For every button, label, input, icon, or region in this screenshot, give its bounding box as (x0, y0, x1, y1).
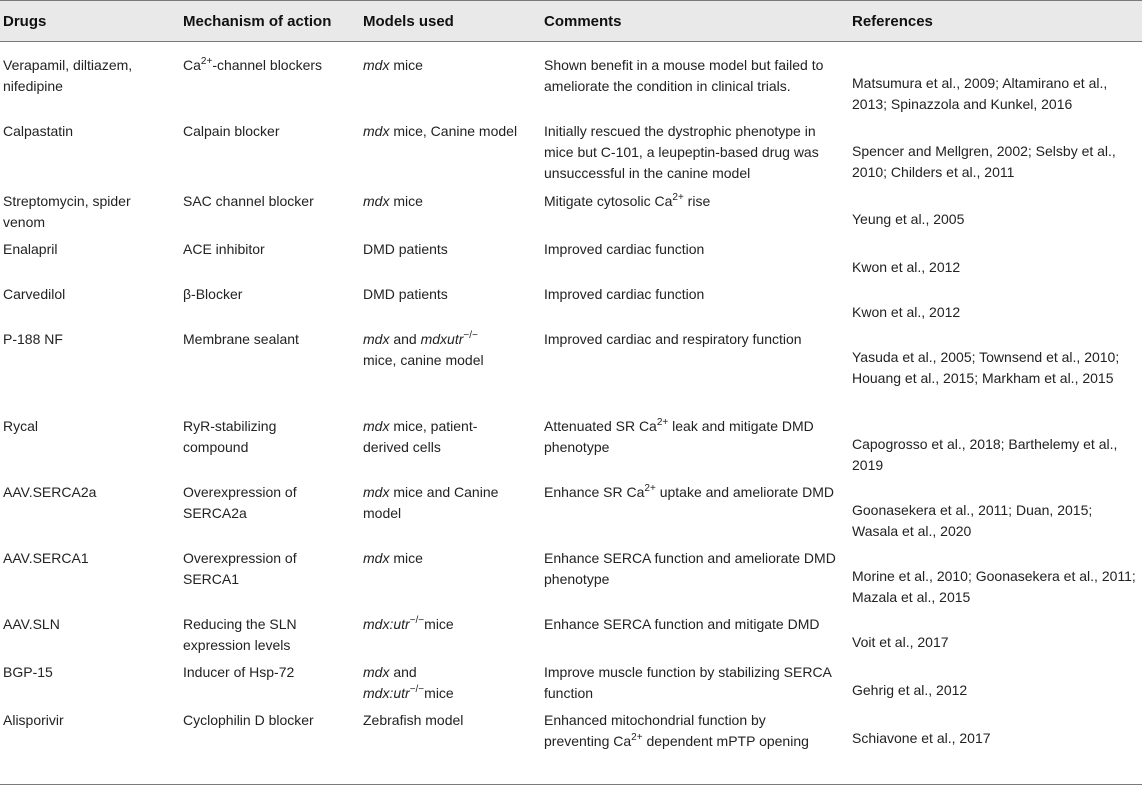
comments-cell: Attenuated SR $Ca^{2+}$ leak and mitigate DMD phenotype (544, 417, 814, 455)
models-cell: mdx and mdxutr−/− mice, canine model (363, 330, 484, 368)
drug-cell: Carvedilol (3, 286, 66, 302)
models-cell: mdx mice and Canine model (363, 484, 499, 521)
drug-cell: P-188 NF (3, 331, 63, 347)
comments-cell: Enhance SERCA function and mitigate DMD (544, 616, 820, 632)
references-cell: Capogrosso et al., 2018; Barthelemy et al., 2019 (852, 436, 1118, 473)
mechanism-cell: β-Blocker (183, 286, 243, 302)
references-cell: Morine et al., 2010; Goonasekera et al., 2011; Mazala et al., 2015 (852, 568, 1136, 605)
drug-cell: Enalapril (3, 241, 58, 257)
models-cell: mdx mice, Canine model (363, 123, 518, 139)
drug-cell: Verapamil, diltiazem, nifedipine (3, 57, 133, 94)
mechanism-cell: $Ca^{2+}$-channel blockers (183, 56, 323, 73)
references-cell: Goonasekera et al., 2011; Duan, 2015; Wasala et al., 2020 (852, 502, 1093, 539)
comments-cell: Improve muscle function by stabilizing SERCA function (544, 664, 832, 701)
header-drugs: Drugs (3, 13, 47, 30)
models-cell: mdx mice, patient-derived cells (363, 418, 478, 455)
mechanism-cell: Calpain blocker (183, 123, 280, 139)
mechanism-cell: Reducing the SLN expression levels (183, 616, 297, 653)
references-cell: Kwon et al., 2012 (852, 259, 961, 275)
mechanism-cell: Inducer of Hsp-72 (183, 664, 295, 680)
header-models: Models used (363, 13, 454, 30)
models-cell: DMD patients (363, 286, 448, 302)
mechanism-cell: Overexpression of SERCA1 (183, 550, 297, 587)
models-cell: Zebrafish model (363, 712, 464, 728)
references-cell: Matsumura et al., 2009; Altamirano et al., 2013; Spinazzola and Kunkel, 2016 (852, 75, 1108, 112)
references-cell: Kwon et al., 2012 (852, 304, 961, 320)
comments-cell: Enhance SERCA function and ameliorate DMD phenotype (544, 550, 836, 587)
references-cell: Gehrig et al., 2012 (852, 682, 968, 698)
mechanism-cell: RyR-stabilizing compound (183, 418, 277, 455)
models-cell: mdx and mdx:utr−/−mice (363, 664, 454, 701)
drug-cell: AAV.SLN (3, 616, 60, 632)
comments-cell: Improved cardiac function (544, 286, 705, 302)
references-cell: Yasuda et al., 2005; Townsend et al., 2010; Houang et al., 2015; Markham et al., 2015 (852, 349, 1120, 386)
header-mechanism: Mechanism of action (183, 13, 332, 30)
drug-cell: Streptomycin, spider venom (3, 193, 131, 230)
models-cell: mdx mice (363, 57, 423, 73)
references-cell: Schiavone et al., 2017 (852, 730, 991, 746)
comments-cell: Enhanced mitochondrial function by preventing $Ca^{2+}$ dependent mPTP opening (544, 712, 809, 749)
comments-cell: Enhance SR $Ca^{2+}$ uptake and ameliorate DMD (544, 483, 835, 500)
table-header (0, 0, 1142, 42)
references-cell: Voit et al., 2017 (852, 634, 949, 650)
references-cell: Yeung et al., 2005 (852, 211, 965, 227)
references-cell: Spencer and Mellgren, 2002; Selsby et al., 2010; Childers et al., 2011 (852, 143, 1116, 180)
drug-cell: Rycal (3, 418, 39, 434)
comments-cell: Improved cardiac and respiratory function (544, 331, 802, 347)
models-cell: mdx mice (363, 193, 423, 209)
comments-cell: Shown benefit in a mouse model but failed to ameliorate the condition in clinical trials. (544, 57, 824, 94)
comments-cell: Mitigate cytosolic $Ca^{2+}$ rise (544, 192, 711, 209)
mechanism-cell: Overexpression of SERCA2a (183, 484, 297, 521)
drug-cell: BGP-15 (3, 664, 53, 680)
header-comments: Comments (544, 13, 622, 30)
comments-cell: Initially rescued the dystrophic phenotype in mice but C-101, a leupeptin-based drug was unsuccessful in the canine model (544, 123, 819, 181)
mechanism-cell: Membrane sealant (183, 331, 299, 347)
models-cell: mdx mice (363, 550, 423, 566)
mechanism-cell: Cyclophilin D blocker (183, 712, 314, 728)
header-references: References (852, 13, 933, 30)
comments-cell: Improved cardiac function (544, 241, 705, 257)
drug-cell: Calpastatin (3, 123, 74, 139)
drug-cell: Alisporivir (3, 712, 64, 728)
models-cell: DMD patients (363, 241, 448, 257)
mechanism-cell: SAC channel blocker (183, 193, 314, 209)
drug-cell: AAV.SERCA1 (3, 550, 89, 566)
mechanism-cell: ACE inhibitor (183, 241, 265, 257)
drug-cell: AAV.SERCA2a (3, 484, 97, 500)
models-cell: mdx:utr−/−mice (363, 615, 454, 632)
table-bottom-rule (0, 784, 1142, 785)
